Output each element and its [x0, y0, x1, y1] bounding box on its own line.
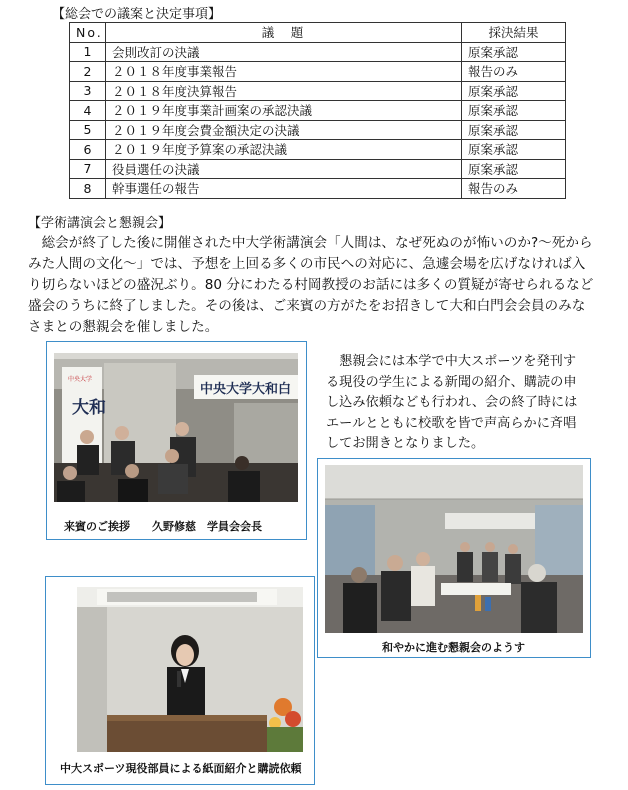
agenda-row-title: ２０１８年度事業報告 [106, 62, 462, 82]
agenda-row [70, 120, 566, 140]
side-paragraph [326, 352, 586, 455]
lecture-heading: 【学術講演会と懇親会】 [28, 216, 172, 231]
agenda-row-no: 2 [70, 62, 106, 82]
photo1-frame [46, 341, 307, 540]
agenda-row [70, 62, 566, 82]
banner-small-text: 中央大学 [68, 376, 93, 383]
photo2-frame [317, 458, 591, 658]
photo3-image [77, 587, 303, 752]
agenda-row-no: 1 [70, 42, 106, 62]
agenda-row-no: 6 [70, 140, 106, 160]
agenda-row-title: ２０１９年度事業計画案の承認決議 [106, 101, 462, 121]
agenda-heading: 【総会での議案と決定事項】 [52, 7, 222, 22]
photo3-frame [45, 576, 315, 785]
lecture-body: 総会が終了した後に開催された中大学術講演会「人間は、なぜ死ぬのが怖いのか?～死からみた人間の文化～」では、予想を上回る多くの市民への対応に、急遽会場を広げなければ入り切らないほどの盛況ぶり。80 分にわたる村岡教授のお話には多くの質疑が寄せられるなど盛会のうちに終了しました。その後は、ご来賓の方がたをお招きして大和白門会会員のみなさまとの懇親会を催しました。 [28, 235, 594, 335]
agenda-row-result: 原案承認 [462, 81, 566, 101]
sign-text: 中央大学大和白 [200, 382, 292, 397]
agenda-header-row [70, 23, 566, 43]
agenda-row-result: 原案承認 [462, 159, 566, 179]
side-paragraph-text: 懇親会には本学で中大スポーツを発刊する現役の学生による新聞の紹介、購読の申し込み依頼なども行われ、会の終了時にはエールとともに校歌を皆で声高らかに斉唱してお開きとなりました。 [326, 354, 578, 451]
photo1-caption: 来賓のご挨拶 久野修慈 学員会会長 [64, 520, 262, 533]
agenda-row-result: 原案承認 [462, 140, 566, 160]
lecture-paragraph [28, 233, 598, 338]
photo2-caption: 和やかに進む懇親会のようす [382, 641, 525, 654]
agenda-row-result: 原案承認 [462, 101, 566, 121]
agenda-row-title: ２０１９年度予算案の承認決議 [106, 140, 462, 160]
agenda-table [69, 22, 566, 199]
agenda-row [70, 159, 566, 179]
photo1-image [54, 353, 298, 502]
agenda-row-title: 会則改訂の決議 [106, 42, 462, 62]
agenda-row-no: 4 [70, 101, 106, 121]
agenda-row-no: 3 [70, 81, 106, 101]
agenda-row [70, 81, 566, 101]
photo3-caption: 中大スポーツ現役部員による紙面紹介と購読依頼 [60, 762, 302, 775]
agenda-row [70, 140, 566, 160]
agenda-row-no: 8 [70, 179, 106, 199]
agenda-row-result: 報告のみ [462, 179, 566, 199]
agenda-row-result: 報告のみ [462, 62, 566, 82]
agenda-row-title: ２０１８年度決算報告 [106, 81, 462, 101]
agenda-row-title: 役員選任の決議 [106, 159, 462, 179]
photo2-image [325, 465, 583, 633]
agenda-row [70, 101, 566, 121]
agenda-row-title: ２０１９年度会費金額決定の決議 [106, 120, 462, 140]
agenda-row-result: 原案承認 [462, 120, 566, 140]
agenda-row-title: 幹事選任の報告 [106, 179, 462, 199]
agenda-row [70, 179, 566, 199]
col-header-title: 議 題 [106, 23, 462, 43]
col-header-result: 採決結果 [462, 23, 566, 43]
agenda-row-no: 5 [70, 120, 106, 140]
banner-text: 大和 [72, 398, 106, 418]
agenda-row [70, 42, 566, 62]
agenda-row-result: 原案承認 [462, 42, 566, 62]
col-header-no: No. [70, 23, 106, 43]
agenda-row-no: 7 [70, 159, 106, 179]
